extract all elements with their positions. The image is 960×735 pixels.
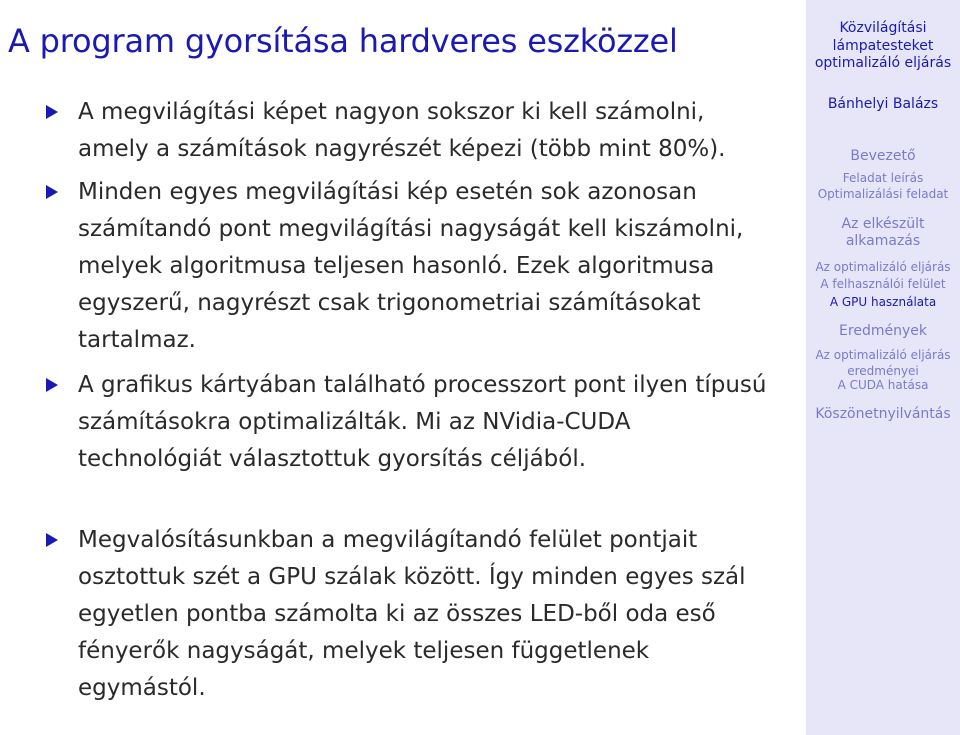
sidebar-subsection-gpu-hasznalata[interactable]: A GPU használata bbox=[829, 295, 937, 309]
bullet-item bbox=[78, 522, 778, 707]
sidebar-section-koszonetnyilvanitas[interactable]: Köszönetnyilvántás bbox=[815, 406, 951, 422]
bullet-text: Minden egyes megvilágítási kép esetén sok azonosan számítandó pont megvilágítási nagyságát kell kiszámolni, melyek algoritmusa teljesen hasonló. Ezek algoritmusa egyszerű, nagyrészt csak trigonometriai számításokat tartalmaz. bbox=[78, 179, 744, 353]
sidebar-subsection-eljaras-eredmenyei[interactable]: Az optimalizáló eljárás eredményei bbox=[815, 348, 951, 378]
bullet-item bbox=[78, 94, 778, 168]
triangle-bullet-icon bbox=[46, 185, 58, 199]
frame-title: A program gyorsítása hardveres eszközzel bbox=[8, 22, 678, 60]
triangle-bullet-icon bbox=[46, 105, 58, 119]
presentation-title-link[interactable]: Közvilágítási lámpatesteket optimalizáló eljárás bbox=[814, 20, 952, 71]
bullet-text: A megvilágítási képet nagyon sokszor ki kell számolni, amely a számítások nagyrészét képezi (több mint 80%). bbox=[78, 99, 726, 162]
sidebar-section-alkalmazas[interactable]: Az elkészült alkamazás bbox=[841, 216, 925, 249]
bullet-item bbox=[78, 367, 778, 478]
author-name: Bánhelyi Balázs bbox=[827, 96, 939, 112]
sidebar-section-eredmenyek[interactable]: Eredmények bbox=[839, 323, 927, 339]
bullet-item bbox=[78, 174, 778, 359]
triangle-bullet-icon bbox=[46, 533, 58, 547]
sidebar-subsection-optimalizalasi-feladat[interactable]: Optimalizálási feladat bbox=[817, 187, 949, 201]
bullet-text: A grafikus kártyában található processzort pont ilyen típusú számításokra optimalizálták. Mi az NVidia-CUDA technológiát választottuk gyorsítás céljából. bbox=[78, 372, 767, 472]
sidebar-subsection-felhasznaloi-felulet[interactable]: A felhasználói felület bbox=[820, 277, 946, 291]
sidebar-subsection-cuda-hatasa[interactable]: A CUDA hatása bbox=[837, 378, 929, 392]
navigation-sidebar bbox=[806, 0, 960, 735]
sidebar-section-bevezeto[interactable]: Bevezető bbox=[850, 148, 916, 164]
triangle-bullet-icon bbox=[46, 378, 58, 392]
sidebar-subsection-optimalizalo-eljaras[interactable]: Az optimalizáló eljárás bbox=[815, 260, 951, 274]
bullet-text: Megvalósításunkban a megvilágítandó felület pontjait osztottuk szét a GPU szálak között. Így minden egyes szál egyetlen pontba számolta ki az összes LED-ből oda eső fényerők nagyságát, melyek teljesen függetlenek egymástól. bbox=[78, 527, 746, 701]
sidebar-subsection-feladat-leiras[interactable]: Feladat leírás bbox=[842, 171, 924, 185]
